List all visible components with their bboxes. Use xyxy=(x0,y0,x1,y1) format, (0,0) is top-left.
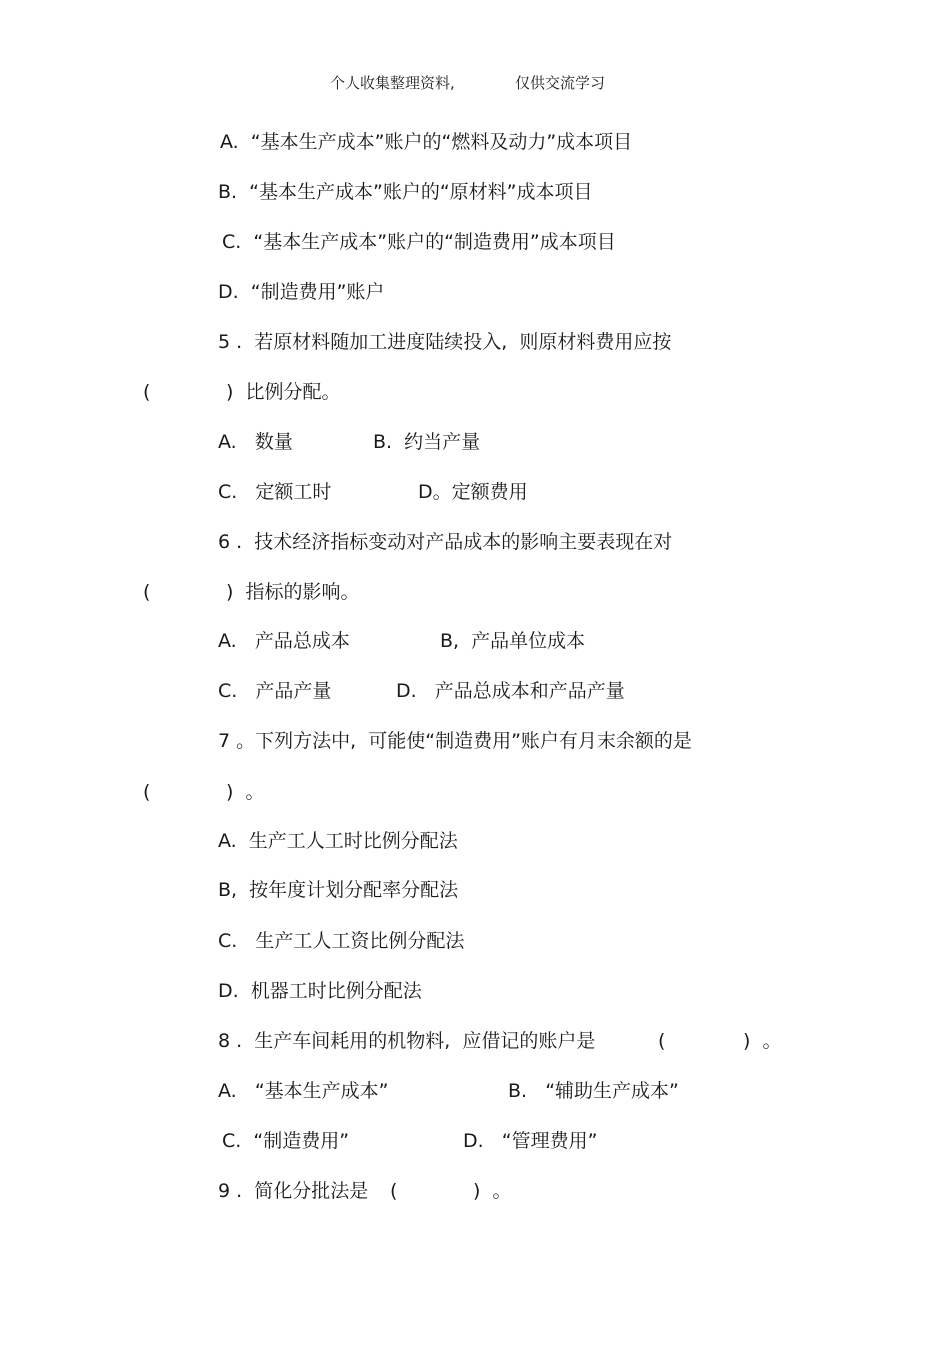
q6-option-c: C. 产品产量 xyxy=(218,680,332,702)
q4-option-b: B. “基本生产成本”账户的“原材料”成本项目 xyxy=(218,181,593,203)
q5-option-d: D。定额费用 xyxy=(418,481,528,503)
q8-option-c: C. “制造费用” xyxy=(222,1130,350,1152)
q5-option-b: B. 约当产量 xyxy=(373,431,481,453)
q7-paren-open: ( xyxy=(143,781,151,803)
q7-option-a: A. 生产工人工时比例分配法 xyxy=(218,830,458,852)
q7-stem-cont: ) 。 xyxy=(226,781,265,803)
q7-stem: 7 。下列方法中, 可能使“制造费用”账户有月末余额的是 xyxy=(218,730,692,752)
q8-paren-close: ) 。 xyxy=(743,1030,782,1052)
q4-option-c: C. “基本生产成本”账户的“制造费用”成本项目 xyxy=(222,231,616,253)
q9-paren-close: ) 。 xyxy=(473,1180,512,1202)
q5-option-a: A. 数量 xyxy=(218,431,293,453)
q6-stem: 6 . 技术经济指标变动对产品成本的影响主要表现在对 xyxy=(218,531,673,553)
q5-stem-cont: ) 比例分配。 xyxy=(226,381,341,403)
q9-line xyxy=(218,1180,538,1268)
q6-option-d: D. 产品总成本和产品产量 xyxy=(396,680,625,702)
q7-option-b: B, 按年度计划分配率分配法 xyxy=(218,879,459,901)
q8-option-d: D. “管理费用” xyxy=(463,1130,598,1152)
header-right: 仅供交流学习 xyxy=(515,74,606,92)
q7-option-c: C. 生产工人工资比例分配法 xyxy=(218,930,465,952)
q5-option-c: C. 定额工时 xyxy=(218,481,332,503)
q6-option-b: B, 产品单位成本 xyxy=(440,630,586,652)
q8-paren-open: ( xyxy=(658,1030,666,1052)
q4-option-d: D. “制造费用”账户 xyxy=(218,281,385,303)
q5-paren-open: ( xyxy=(143,381,151,403)
q6-stem-cont: ) 指标的影响。 xyxy=(226,581,360,603)
q9-stem: 9 . 简化分批法是 xyxy=(218,1180,369,1202)
q6-paren-open: ( xyxy=(143,581,151,603)
q9-paren-open: ( xyxy=(390,1180,398,1202)
q4-option-a: A. “基本生产成本”账户的“燃料及动力”成本项目 xyxy=(220,131,633,153)
q8-option-b: B. “辅助生产成本” xyxy=(508,1080,679,1102)
header-left: 个人收集整理资料, xyxy=(330,74,455,92)
q7-option-d: D. 机器工时比例分配法 xyxy=(218,980,422,1002)
q8-stem: 8 . 生产车间耗用的机物料, 应借记的账户是 xyxy=(218,1030,596,1052)
q6-option-a: A. 产品总成本 xyxy=(218,630,350,652)
q5-stem: 5 . 若原材料随加工进度陆续投入, 则原材料费用应按 xyxy=(218,331,672,353)
q8-option-a: A. “基本生产成本” xyxy=(218,1080,389,1102)
